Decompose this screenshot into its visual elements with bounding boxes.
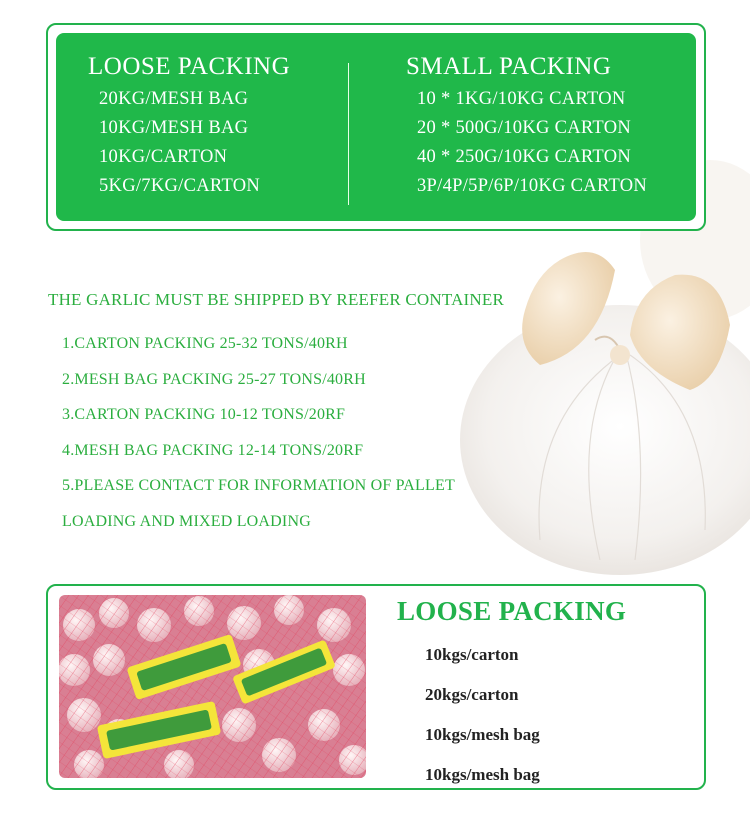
column-divider <box>348 63 349 205</box>
shipping-list <box>48 326 504 539</box>
list-item: 10KG/CARTON <box>99 147 228 167</box>
list-item: 4.MESH BAG PACKING 12-14 TONS/20RF <box>62 441 364 459</box>
list-item: 3P/4P/5P/6P/10KG CARTON <box>417 176 648 196</box>
list-item: 40 * 250G/10KG CARTON <box>417 147 632 167</box>
small-packing-column <box>406 51 647 201</box>
loose-packing-column <box>88 51 290 201</box>
small-packing-title: SMALL PACKING <box>406 53 612 80</box>
list-item: 20 * 500G/10KG CARTON <box>417 118 632 138</box>
list-item: 10kgs/mesh bag <box>425 725 540 744</box>
shipping-section <box>48 290 504 539</box>
garlic-mesh-bags-photo <box>59 595 366 778</box>
list-item: 10 * 1KG/10KG CARTON <box>417 89 626 109</box>
list-item: 5KG/7KG/CARTON <box>99 176 261 196</box>
list-item: 5.PLEASE CONTACT FOR INFORMATION OF PALLET <box>62 477 455 494</box>
list-item: 1.CARTON PACKING 25-32 TONS/40RH <box>62 335 348 352</box>
list-item: 20kgs/carton <box>425 685 519 704</box>
shipping-heading: THE GARLIC MUST BE SHIPPED BY REEFER CONTAINER <box>48 290 505 309</box>
list-item: 3.CARTON PACKING 10-12 TONS/20RF <box>62 406 346 423</box>
loose-packing-list <box>88 85 290 201</box>
top-packing-panel <box>46 23 706 231</box>
list-item: 10kgs/mesh bag <box>425 765 540 784</box>
small-packing-list <box>406 85 647 201</box>
list-item: 2.MESH BAG PACKING 25-27 TONS/40RH <box>62 370 366 388</box>
list-item: LOADING AND MIXED LOADING <box>62 512 311 530</box>
bottom-packing-list <box>397 635 626 795</box>
list-item: 20KG/MESH BAG <box>99 89 249 109</box>
green-packing-box <box>56 33 696 221</box>
bottom-text-block <box>397 596 626 795</box>
list-item: 10KG/MESH BAG <box>99 118 249 138</box>
bottom-packing-panel <box>46 584 706 790</box>
loose-packing-title: LOOSE PACKING <box>88 53 291 80</box>
list-item: 10kgs/carton <box>425 645 519 664</box>
bottom-loose-packing-title: LOOSE PACKING <box>397 596 627 626</box>
